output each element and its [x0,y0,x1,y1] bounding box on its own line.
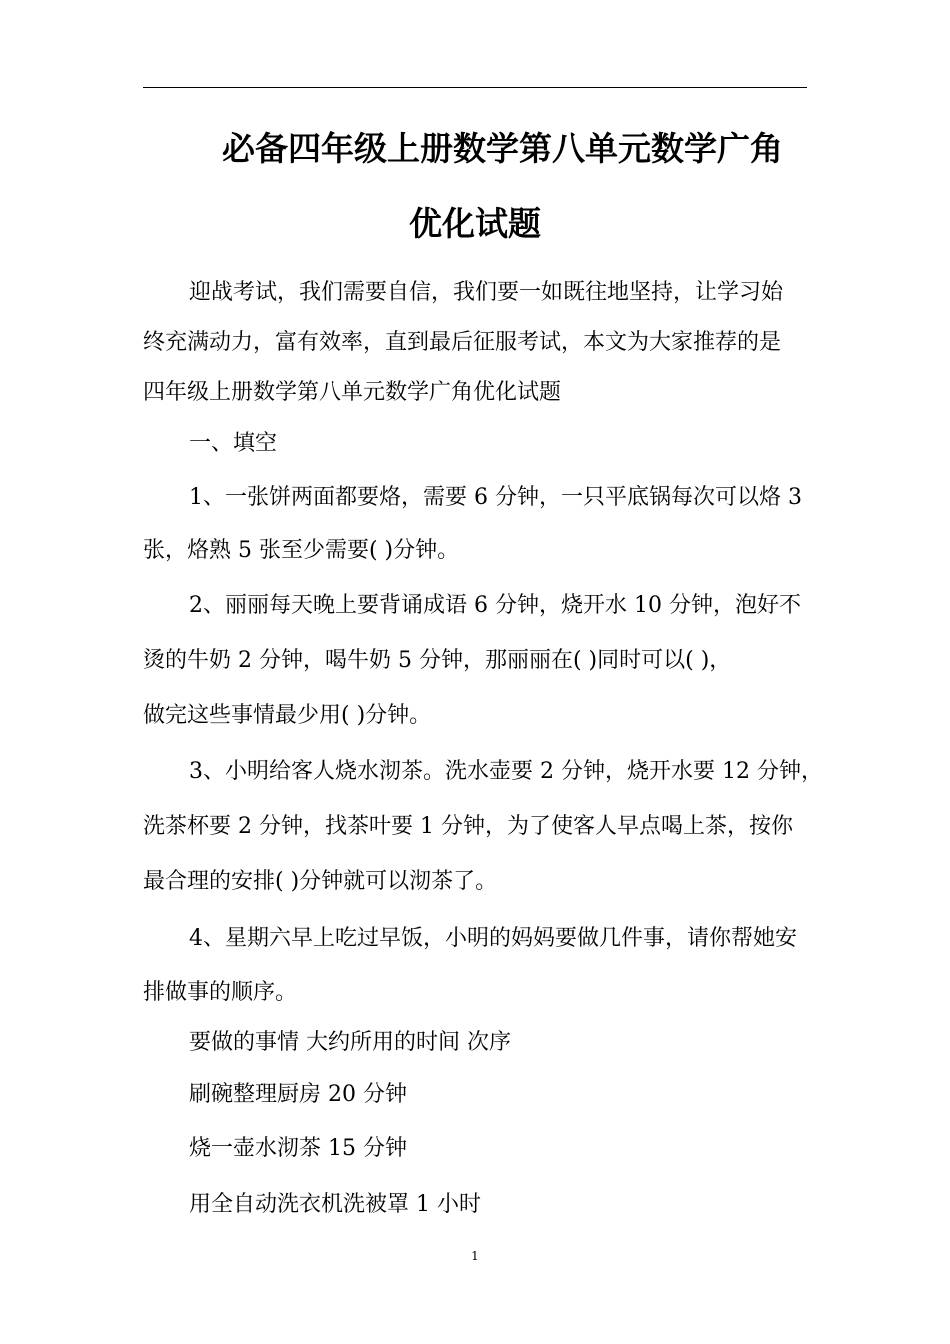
document-title-line-1: 必备四年级上册数学第八单元数学广角 [222,129,783,168]
question-2-line-1: 2、丽丽每天晚上要背诵成语 6 分钟，烧开水 10 分钟，泡好不 [189,593,801,618]
intro-line-3: 四年级上册数学第八单元数学广角优化试题 [143,380,562,405]
question-1-line-1: 1、一张饼两面都要烙，需要 6 分钟，一只平底锅每次可以烙 3 [189,485,802,510]
question-4-line-2: 排做事的顺序。 [143,980,298,1005]
question-4-line-1: 4、星期六早上吃过早饭，小明的妈妈要做几件事，请你帮她安 [189,926,797,951]
header-rule [143,87,807,88]
question-3-line-1: 3、小明给客人烧水沏茶。洗水壶要 2 分钟，烧开水要 12 分钟， [189,759,823,784]
section-heading-fill-blank: 一、填空 [189,431,278,456]
page-number: 1 [471,1249,479,1263]
question-1-line-2: 张，烙熟 5 张至少需要( )分钟。 [143,538,460,563]
question-2-line-2: 烫的牛奶 2 分钟，喝牛奶 5 分钟，那丽丽在( )同时可以( )， [143,648,732,673]
task-row-laundry: 用全自动洗衣机洗被罩 1 小时 [189,1192,481,1217]
task-table-header: 要做的事情 大约所用的时间 次序 [189,1030,511,1055]
question-3-line-3: 最合理的安排( )分钟就可以沏茶了。 [143,869,498,894]
question-2-line-3: 做完这些事情最少用( )分钟。 [143,703,432,728]
question-3-line-2: 洗茶杯要 2 分钟，找茶叶要 1 分钟，为了使客人早点喝上茶，按你 [143,814,793,839]
intro-line-2: 终充满动力，富有效率，直到最后征服考试，本文为大家推荐的是 [143,330,782,355]
intro-line-1: 迎战考试，我们需要自信，我们要一如既往地坚持，让学习始 [189,280,784,305]
task-row-dishes: 刷碗整理厨房 20 分钟 [189,1082,407,1107]
document-title-line-2: 优化试题 [409,204,541,243]
task-row-tea: 烧一壶水沏茶 15 分钟 [189,1136,407,1161]
